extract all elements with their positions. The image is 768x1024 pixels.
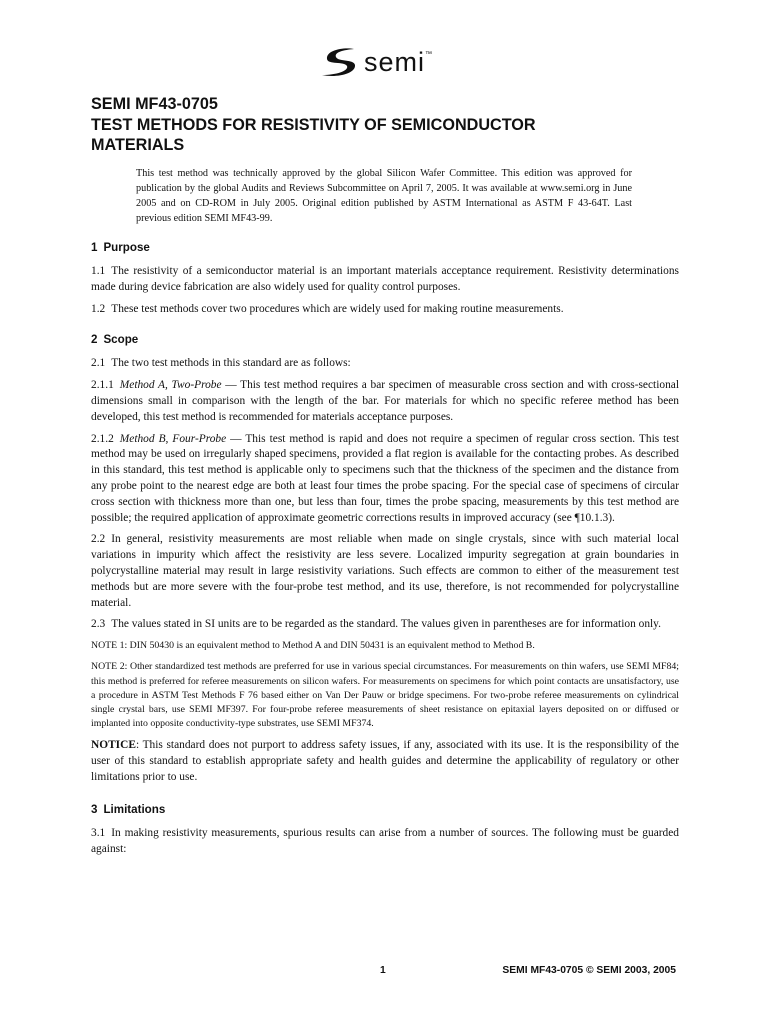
section-heading-limitations: 3 Limitations xyxy=(91,802,166,816)
paragraph-2-1: 2.1 The two test methods in this standard are as follows: xyxy=(91,357,351,370)
safety-notice: NOTICE: This standard does not purport to address safety issues, if any, associated with its use. It is the responsibility of the user of this standard to establish appropriate safety and health guides and determine the applicability of regulatory or other limitations prior to use. xyxy=(91,739,679,783)
paragraph-2-1-1: 2.1.1 Method A, Two-Probe — This test method requires a bar specimen of measurable cross section and with cross-sectional dimensions small in comparison with the length of the bar. For materials for which no specific referee method has been developed, this test method is recommended for materials acceptance purposes. xyxy=(91,379,679,423)
paragraph-2-1-2: 2.1.2 Method B, Four-Probe — This test method is rapid and does not require a specimen of regular cross section. This test method may be used on irregularly shaped specimens, provided a flat region is available for the contacting probes. As described in this standard, this test method is applicable only to specimens such that the thickness of the specimen and the distance from any probe point to the nearest edge are both at least four times the probe spacing. For the special case of specimens of circular cross section with thickness more than one, but less than four, times the probe spacing, measurements by this test method are possible; the required application of approximate geometric corrections results in improved accuracy (see ¶10.1.3). xyxy=(91,432,679,524)
title-line-3: MATERIALS xyxy=(91,136,185,154)
paragraph-1-2: 1.2 These test methods cover two procedures which are widely used for making routine measurements. xyxy=(91,302,564,315)
trademark-mark: ™ xyxy=(425,50,434,58)
footer-document-code: SEMI MF43-0705 © SEMI 2003, 2005 xyxy=(502,965,676,976)
document-title xyxy=(91,94,691,156)
note-2: NOTE 2: Other standardized test methods are preferred for use in various special circumstances. For measurements on thin wafers, use SEMI MF84; this method is preferred for referee measurements on silicon wafers. For measurements on specimens for which point contacts are unsatisfactory, use a procedure in ASTM Test Methods F 76 based either on Van Der Pauw or bridge specimens. For two-probe referee measurements on cylindrical single crystal bars, use SEMI MF397. For four-probe referee measurements of sheet resistance on epitaxial layers deposited on or diffused or implanted into opposite conductivity-type substrates, use SEMI MF374. xyxy=(91,661,679,730)
paragraph-1-1: 1.1 The resistivity of a semiconductor material is an important materials acceptance requirement. Resistivity determinations made during device fabrication are also widely used for quality control purposes. xyxy=(91,265,679,293)
page-number: 1 xyxy=(380,965,386,976)
title-line-1: SEMI MF43-0705 xyxy=(91,95,218,113)
paragraph-2-3: 2.3 The values stated in SI units are to be regarded as the standard. The values given in parentheses are for information only. xyxy=(91,618,661,631)
approval-note: This test method was technically approved by the global Silicon Wafer Committee. This edition was approved for publication by the global Audits and Reviews Subcommittee on April 7, 2005. It was available at www.semi.org in June 2005 and on CD-ROM in July 2005. Original edition published by ASTM International as ASTM F 43-64T. Last previous edition SEMI MF43-99. xyxy=(136,168,632,224)
paragraph-3-1: 3.1 In making resistivity measurements, spurious results can arise from a number of sources. The following must be guarded against: xyxy=(91,826,679,855)
note-1: NOTE 1: DIN 50430 is an equivalent method to Method A and DIN 50431 is an equivalent method to Method B. xyxy=(91,640,535,652)
logo-wordmark: semi™ xyxy=(364,46,434,77)
title-line-2: TEST METHODS FOR RESISTIVITY OF SEMICONDUCTOR xyxy=(91,115,536,134)
document-body xyxy=(91,240,679,863)
section-heading-scope: 2 Scope xyxy=(91,333,139,347)
paragraph-2-2: 2.2 In general, resistivity measurements are most reliable when made on single crystals, since with such material local variations in impurity which affect the resistivity are less severe. Localized impurity segregation at grain boundaries in polycrystalline material may result in large resistivity variations. Such effects are common to either of the measurement test methods but are more severe with the four-probe test method, and its use, therefore, is not recommended for polycrystalline material. xyxy=(91,533,679,609)
section-heading-purpose: 1 Purpose xyxy=(91,241,150,254)
semi-logo xyxy=(320,44,433,80)
semi-swoosh-icon xyxy=(320,46,360,78)
notice-label: NOTICE xyxy=(91,739,136,752)
